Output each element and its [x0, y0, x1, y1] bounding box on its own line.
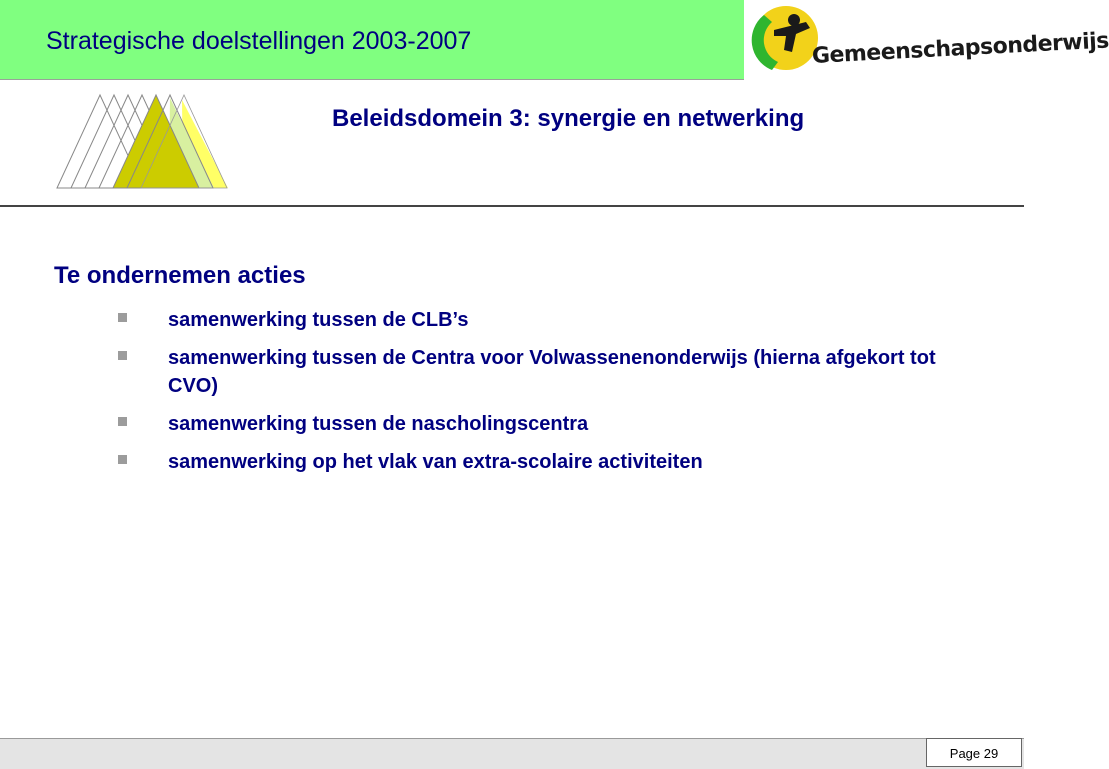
list-item [118, 306, 938, 334]
header-band [0, 0, 744, 80]
section-heading: Te ondernemen acties [54, 262, 306, 289]
page-number: Page 29 [949, 746, 999, 761]
square-bullet-icon [118, 351, 127, 360]
bullet-text: samenwerking tussen de Centra voor Volwassenenonderwijs (hierna afgekort tot CVO) [168, 347, 936, 397]
bullet-text: samenwerking tussen de CLB’s [168, 309, 469, 331]
divider [0, 205, 1024, 207]
square-bullet-icon [118, 313, 127, 322]
slide-subtitle: Beleidsdomein 3: synergie en netwerking [332, 105, 805, 132]
list-item [118, 448, 938, 476]
logo-wordmark: Gemeenschapsonderwijs [811, 28, 1109, 69]
footer-band [0, 738, 1024, 769]
square-bullet-icon [118, 417, 127, 426]
bullet-text: samenwerking tussen de nascholingscentra [168, 413, 589, 435]
list-item [118, 410, 938, 438]
square-bullet-icon [118, 455, 127, 464]
gemeenschapsonderwijs-logo [744, 0, 1109, 80]
list-item [118, 344, 938, 400]
bullet-list [118, 306, 938, 486]
bullet-text: samenwerking op het vlak van extra-scolaire activiteiten [168, 451, 703, 473]
page-number-box [926, 738, 1022, 767]
triangle-graphic [52, 90, 232, 192]
slide-title: Strategische doelstellingen 2003-2007 [46, 27, 472, 55]
